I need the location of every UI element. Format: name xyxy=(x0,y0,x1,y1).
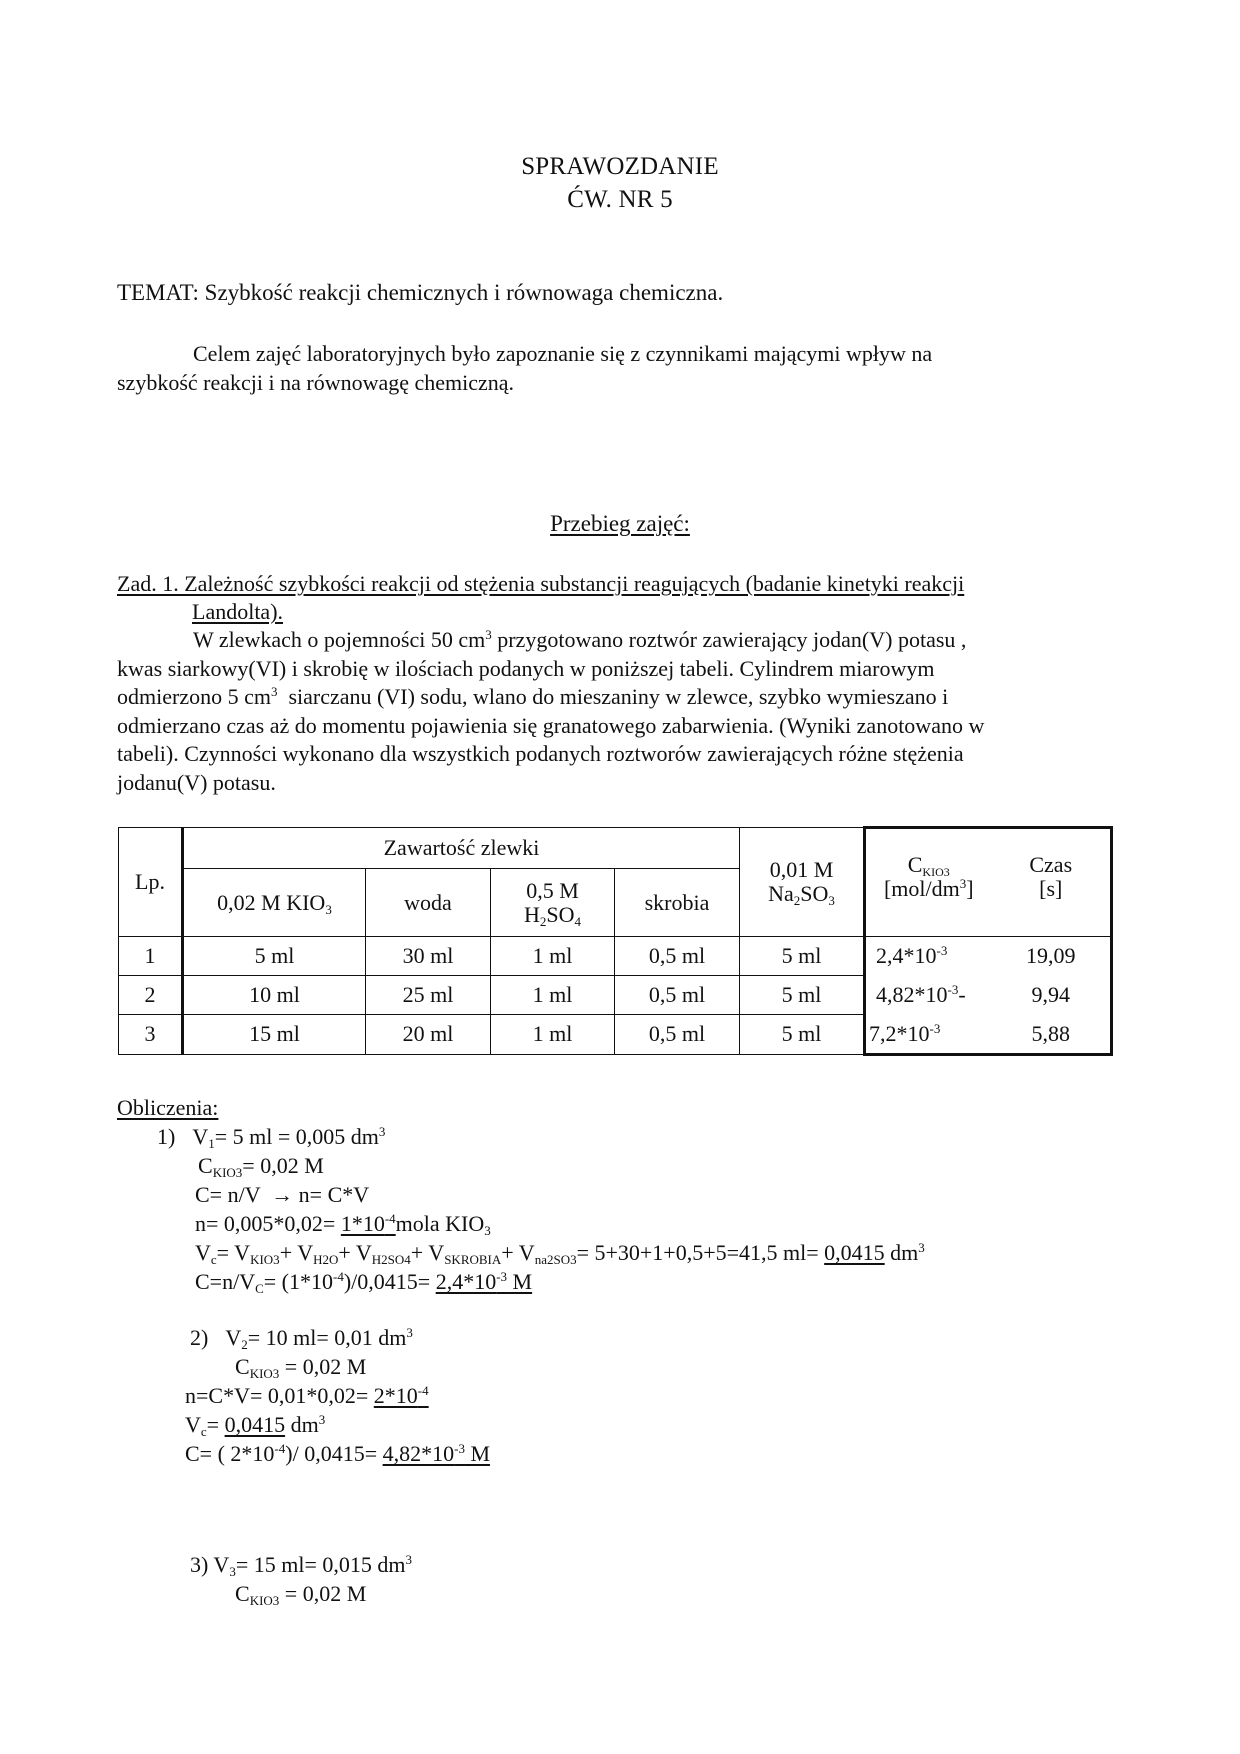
header-kio3: 0,02 M $KIO_3$ xyxy=(183,869,366,937)
cell-c-kio3: $4,82*10^{-3}-$ xyxy=(865,976,992,1015)
task1-body xyxy=(117,626,1107,797)
calc-1: 1) $V_1= 5$ ml = 0,005 $dm^3$ $C_{KIO3}= 0,02$ M C= n/V → n= C*V $n= 0,005*0,02= 1*10^{-4}mola$ $KIO_3$ $V_c= V_{KIO3}+ V_{H2O}+ V_{H2SO4}+ V_{SKROBIA}+ V_{na2SO3}= 5+30+1+0,5+5=41,5$ ml= 0,0415 $dm^3$ $C=n/V_C= (1*10^{-4})/0,0415= 2,4*10^{-3}$ M xyxy=(157,1124,925,1296)
header-skrobia: skrobia xyxy=(615,869,740,937)
cell-skrobia: 0,5 ml xyxy=(615,1015,740,1055)
topic-line xyxy=(117,280,723,306)
task1-heading-line1: Zad. 1. Zależność szybkości reakcji od stężenia substancji reagujących (badanie kinetyki reakcji xyxy=(117,571,965,596)
body-text: odmierzono 5 cm xyxy=(117,684,271,709)
topic-text: Szybkość reakcji chemicznych i równowaga chemiczna. xyxy=(204,280,724,305)
results-table xyxy=(118,826,1113,1056)
calc-number: 1) xyxy=(157,1124,176,1149)
section-heading: Przebieg zajęć: xyxy=(550,511,690,536)
cell-c-kio3: $7,2*10^{-3}$ xyxy=(865,1015,992,1055)
cell-woda: 30 ml xyxy=(366,937,491,976)
cell-skrobia: 0,5 ml xyxy=(615,976,740,1015)
cell-kio3: 15 ml xyxy=(183,1015,366,1055)
header-woda: woda xyxy=(366,869,491,937)
intro-paragraph xyxy=(117,340,1107,397)
calc-number: 3) xyxy=(190,1552,209,1577)
cell-c-kio3: $2,4*10^{-3}$ xyxy=(865,937,992,976)
cell-lp: 3 xyxy=(119,1015,183,1055)
superscript: 3 xyxy=(485,627,492,642)
cell-skrobia: 0,5 ml xyxy=(615,937,740,976)
cell-na2so3: 5 ml xyxy=(740,976,865,1015)
cell-lp: 1 xyxy=(119,937,183,976)
document-subtitle: ĆW. NR 5 xyxy=(567,186,673,213)
body-text: przygotowano roztwór zawierający jodan(V) potasu , xyxy=(491,627,967,652)
calculations-heading: Obliczenia: xyxy=(117,1095,219,1120)
table-row xyxy=(119,1015,1112,1055)
cell-h2so4: 1 ml xyxy=(491,976,615,1015)
header-na2so3: 0,01 M $Na_2SO_3$ xyxy=(740,828,865,937)
task1-heading xyxy=(117,570,964,626)
body-text: jodanu(V) potasu. xyxy=(117,769,276,795)
intro-line-1: Celem zajęć laboratoryjnych było zapoznanie się z czynnikami mającymi wpływ na xyxy=(193,341,933,366)
cell-czas: 19,09 xyxy=(992,937,1112,976)
cell-woda: 20 ml xyxy=(366,1015,491,1055)
table-row xyxy=(119,976,1112,1015)
cell-h2so4: 1 ml xyxy=(491,1015,615,1055)
document-title: SPRAWOZDANIE xyxy=(521,153,719,180)
calc-2: 2) $V_2= 10$ ml= 0,01 $dm^3$ $C_{KIO3} = 0,02$ M $n=C*V= 0,01*0,02= 2*10^{-4}$ $V_c= 0,0415$ $dm^3$ C= ( $2*10^{-4})/$ $0,0415= 4,82*10^{-3}$ M xyxy=(185,1325,491,1466)
cell-na2so3: 5 ml xyxy=(740,1015,865,1055)
header-czas: Czas [s] xyxy=(992,828,1112,937)
body-text: W zlewkach o pojemności 50 cm xyxy=(193,627,486,652)
header-h2so4: 0,5 M $H_2SO_4$ xyxy=(491,869,615,937)
header-lp: Lp. xyxy=(119,828,183,937)
cell-h2so4: 1 ml xyxy=(491,937,615,976)
cell-czas: 9,94 xyxy=(992,976,1112,1015)
header-group: Zawartość zlewki xyxy=(183,828,740,869)
cell-woda: 25 ml xyxy=(366,976,491,1015)
calc-number: 2) xyxy=(190,1325,209,1350)
body-text: odmierzano czas aż do momentu pojawienia się granatowego zabarwienia. (Wyniki zanotowano w xyxy=(117,712,985,738)
cell-na2so3: 5 ml xyxy=(740,937,865,976)
body-text: siarczanu (VI) sodu, wlano do mieszaniny w zlewce, szybko wymieszano i xyxy=(277,684,949,709)
cell-czas: 5,88 xyxy=(992,1015,1112,1055)
cell-lp: 2 xyxy=(119,976,183,1015)
cell-kio3: 5 ml xyxy=(183,937,366,976)
cell-kio3: 10 ml xyxy=(183,976,366,1015)
body-text: tabeli). Czynności wykonano dla wszystkich podanych roztworów zawierających różne stężenia xyxy=(117,741,964,766)
task1-heading-line2: Landolta). xyxy=(192,599,284,624)
header-c-kio3: $C_{KIO3}$ $[mol/dm^3]$ xyxy=(865,828,992,937)
superscript: 3 xyxy=(270,684,278,699)
intro-line-2: szybkość reakcji i na równowagę chemiczną. xyxy=(117,369,515,395)
topic-label: TEMAT: xyxy=(117,280,199,305)
calc-3: 3) $V_3= 15$ ml= 0,015 $dm^3$ $C_{KIO3} = 0,02$ M xyxy=(190,1552,412,1608)
table-row xyxy=(119,937,1112,976)
body-text: kwas siarkowy(VI) i skrobię w ilościach podanych w poniższej tabeli. Cylindrem miarowym xyxy=(117,655,935,681)
